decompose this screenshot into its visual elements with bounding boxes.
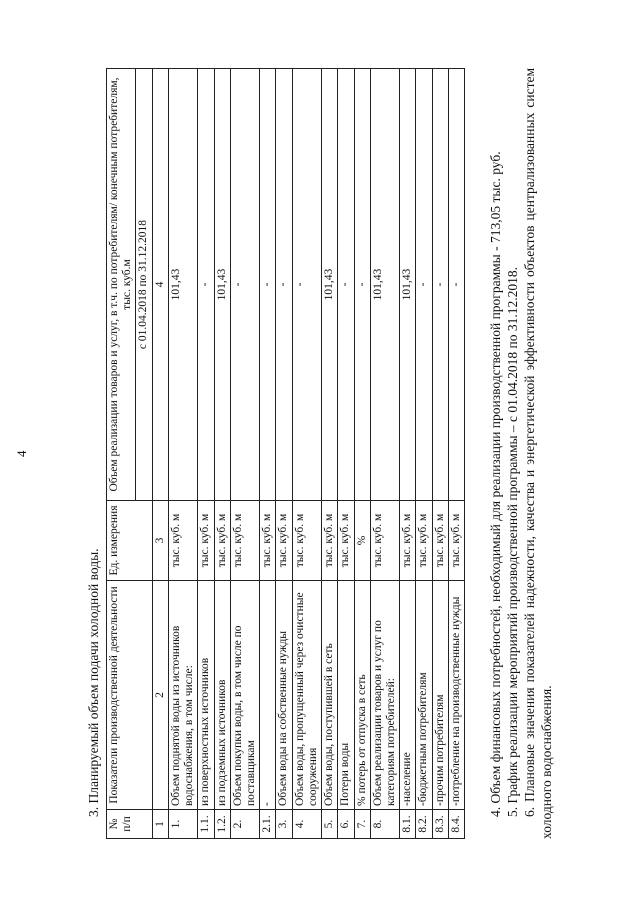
row-unit-cell: тыс. куб. м	[400, 501, 416, 581]
row-indicator-cell: Объем поднятой воды из источников водоснабжения, в том числе:	[168, 581, 197, 810]
column-number-3: 3	[152, 501, 168, 581]
row-number-cell: 4.	[292, 810, 321, 839]
note-schedule: 5. График реализации мероприятий производственной программы – с 01.04.2018 по 31.12.2018.	[504, 266, 520, 817]
row-indicator-cell: -	[260, 581, 276, 810]
row-unit-cell: тыс. куб. м	[214, 501, 230, 581]
row-indicator-cell: -население	[400, 581, 416, 810]
row-number-cell: 1.	[168, 810, 197, 839]
row-unit-cell: тыс. куб. м	[338, 501, 354, 581]
column-number-1: 1	[152, 810, 168, 839]
header-indicator: Показатели производственной деятельности	[107, 581, 153, 810]
row-unit-cell: тыс. куб. м	[370, 501, 399, 581]
note-financial-needs: 4. Объем финансовых потребностей, необходимый для реализации производственной программы - 713,05 тыс. руб.	[488, 151, 503, 817]
row-indicator-cell: Объем воды на собственные нужды	[276, 581, 292, 810]
header-number: № п/п	[107, 810, 153, 839]
row-value-cell: -	[338, 69, 354, 501]
table-row	[292, 69, 321, 839]
row-value-cell: 101,43	[322, 69, 338, 501]
row-value-cell: -	[260, 69, 276, 501]
row-number-cell: 8.3.	[432, 810, 448, 839]
section-title: 3. Планируемый объем подачи холодной воды.	[86, 548, 101, 817]
row-number-cell: 3.	[276, 810, 292, 839]
row-unit-cell: %	[354, 501, 370, 581]
header-unit: Ед. измерения	[107, 501, 153, 581]
row-indicator-cell: из подземных источников	[214, 581, 230, 810]
row-unit-cell: тыс. куб. м	[260, 501, 276, 581]
table-row	[354, 69, 370, 839]
row-indicator-cell: Потери воды	[338, 581, 354, 810]
row-value-cell: -	[448, 69, 464, 501]
row-unit-cell: тыс. куб. м	[448, 501, 464, 581]
row-number-cell: 2.1.	[260, 810, 276, 839]
row-indicator-cell: Объем воды, пропущенный через очистные сооружения	[292, 581, 321, 810]
row-value-cell: -	[276, 69, 292, 501]
row-unit-cell: тыс. куб. м	[432, 501, 448, 581]
row-value-cell: 101,43	[370, 69, 399, 501]
row-number-cell: 6.	[338, 810, 354, 839]
row-value-cell: 101,43	[214, 69, 230, 501]
row-number-cell: 1.1.	[198, 810, 214, 839]
row-value-cell: -	[432, 69, 448, 501]
row-indicator-cell: -потребление на производственные нужды	[448, 581, 464, 810]
table-row	[370, 69, 399, 839]
row-indicator-cell: Объем воды, поступившей в сеть	[322, 581, 338, 810]
row-value-cell: -	[198, 69, 214, 501]
row-number-cell: 5.	[322, 810, 338, 839]
row-unit-cell: тыс. куб. м	[168, 501, 197, 581]
table-row	[276, 69, 292, 839]
row-indicator-cell: Объем покупки воды, в том числе по поставщикам	[230, 581, 259, 810]
note-target-indicators: 6. Плановые значения показателей надежности, качества и энергетической эффективности объектов централизованных систем холодного водоснабжения.	[521, 68, 554, 839]
row-indicator-cell: из поверхностных источников	[198, 581, 214, 810]
table-row	[198, 69, 214, 839]
table-row	[432, 69, 448, 839]
row-number-cell: 8.1.	[400, 810, 416, 839]
water-volume-table	[106, 68, 465, 839]
row-number-cell: 2.	[230, 810, 259, 839]
row-number-cell: 1.2.	[214, 810, 230, 839]
row-indicator-cell: % потерь от отпуска в сеть	[354, 581, 370, 810]
row-indicator-cell: Объем реализации товаров и услуг по категориям потребителей:	[370, 581, 399, 810]
row-number-cell: 8.4.	[448, 810, 464, 839]
table-row	[168, 69, 197, 839]
row-value-cell: 101,43	[400, 69, 416, 501]
row-value-cell: -	[416, 69, 432, 501]
row-value-cell: -	[354, 69, 370, 501]
column-number-2: 2	[152, 581, 168, 810]
table-row	[260, 69, 276, 839]
column-number-4: 4	[152, 69, 168, 501]
table-row	[338, 69, 354, 839]
row-value-cell: 101,43	[168, 69, 197, 501]
row-unit-cell: тыс. куб. м	[322, 501, 338, 581]
header-volume: Объем реализации товаров и услуг, в т.ч. по потребителям/ конечным потребителям, тыс. куб.м	[107, 69, 136, 501]
row-value-cell: -	[292, 69, 321, 501]
row-unit-cell: тыс. куб. м	[416, 501, 432, 581]
page-number: 4	[14, 450, 29, 457]
row-unit-cell: тыс. куб. м	[276, 501, 292, 581]
row-unit-cell: тыс. куб. м	[198, 501, 214, 581]
table-row	[448, 69, 464, 839]
row-indicator-cell: -прочим потребителям	[432, 581, 448, 810]
table-row	[214, 69, 230, 839]
row-unit-cell: тыс. куб. м	[230, 501, 259, 581]
row-number-cell: 8.2.	[416, 810, 432, 839]
row-number-cell: 7.	[354, 810, 370, 839]
table-row	[400, 69, 416, 839]
table-row	[230, 69, 259, 839]
row-unit-cell: тыс. куб. м	[292, 501, 321, 581]
header-period: с 01.04.2018 по 31.12.2018	[136, 69, 152, 501]
row-number-cell: 8.	[370, 810, 399, 839]
notes-section	[488, 68, 556, 839]
table-row	[416, 69, 432, 839]
row-value-cell: -	[230, 69, 259, 501]
table-row	[322, 69, 338, 839]
table-body	[168, 69, 464, 839]
row-indicator-cell: -бюджетным потребителям	[416, 581, 432, 810]
